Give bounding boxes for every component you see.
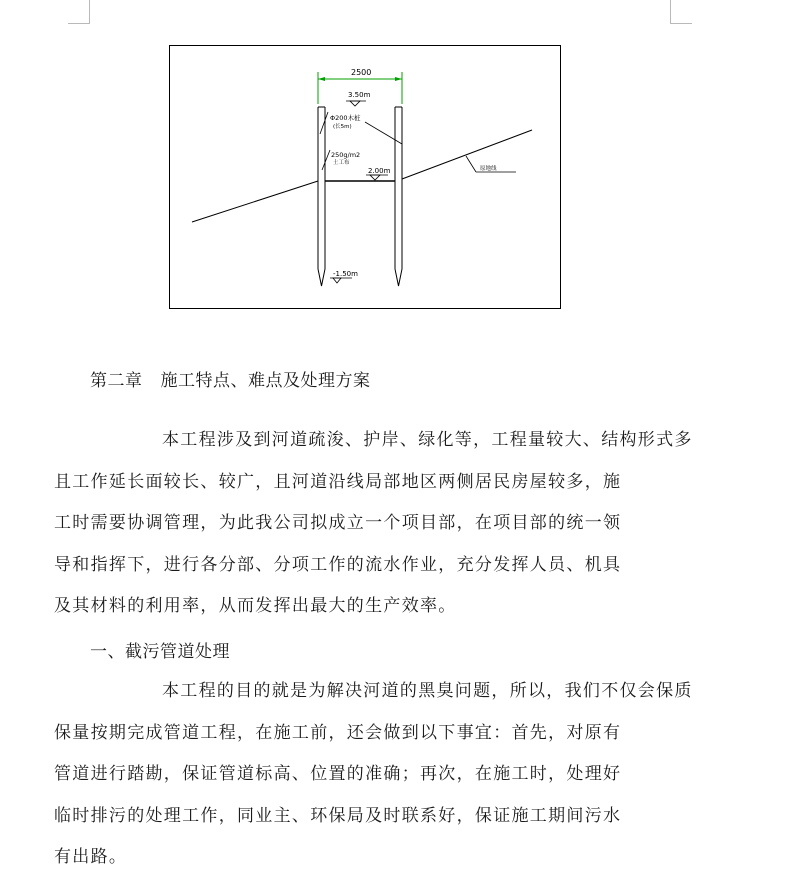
section-1-line-2: 保量按期完成管道工程，在施工前，还会做到以下事宜：首先，对原有 — [54, 722, 622, 743]
width-label: 2500 — [351, 68, 372, 77]
section-1-paragraph — [54, 671, 693, 879]
section-1-line-3: 管道进行踏勘，保证管道标高、位置的准确；再次，在施工时，处理好 — [54, 764, 622, 784]
pipe-sub-label: (长5m) — [333, 124, 352, 130]
intro-line-1: 本工程涉及到河道疏浚、护岸、绿化等，工程量较大、结构形式多 — [162, 430, 693, 450]
top-elevation-marker — [346, 101, 366, 106]
fabric-sub-label: 土工布 — [333, 160, 350, 166]
fabric-leader — [322, 150, 330, 170]
crop-mark-top-right-v — [670, 0, 671, 24]
chapter-heading — [90, 366, 371, 391]
slope-leader — [466, 156, 476, 172]
pipe-leader-right — [365, 122, 402, 144]
right-pile — [395, 107, 402, 286]
chapter-title: 施工特点、难点及处理方案 — [160, 371, 371, 391]
pile-tip-elevation-marker — [330, 278, 352, 283]
section-1-line-1: 本工程的目的就是为解决河道的黑臭问题，所以，我们不仅会保质 — [162, 681, 693, 701]
section-1-line-4: 临时排污的处理工作，同业主、环保局及时联系好，保证施工期间污水 — [54, 805, 622, 826]
slope-label: 原地线 — [480, 166, 497, 172]
pipe-label: Φ200木桩 — [330, 114, 361, 122]
intro-line-2: 且工作延长面较长、较广，且河道沿线局部地区两侧居民房屋较多，施 — [54, 471, 622, 492]
bottom-elevation-marker — [366, 175, 388, 180]
crop-mark-top-left-h — [68, 23, 90, 24]
intro-line-4: 导和指挥下，进行各分部、分项工作的流水作业，充分发挥人员、机具 — [54, 554, 622, 575]
section-1-line-5: 有出路。 — [54, 847, 128, 867]
top-elevation-label: 3.50m — [348, 91, 371, 99]
ground-line-left — [192, 181, 318, 222]
intro-line-5: 及其材料的利用率，从而发挥出最大的生产效率。 — [54, 596, 457, 616]
bottom-elevation-label: 2.00m — [368, 167, 391, 175]
section-1-heading: 一、截污管道处理 — [90, 642, 230, 662]
pipe-leader-left — [320, 112, 328, 134]
crop-mark-top-right-h — [670, 23, 692, 24]
cross-section-figure — [169, 45, 561, 309]
left-pile — [318, 107, 325, 286]
intro-line-3: 工时需要协调管理，为此我公司拟成立一个项目部，在项目部的统一领 — [54, 513, 622, 533]
pile-tip-elevation-label: -1.50m — [333, 270, 358, 278]
cross-section-drawing — [170, 46, 562, 310]
fabric-label: 250g/m2 — [331, 151, 361, 159]
intro-paragraph — [54, 420, 693, 628]
crop-mark-top-left-v — [89, 0, 90, 24]
chapter-number: 第二章 — [90, 371, 143, 391]
